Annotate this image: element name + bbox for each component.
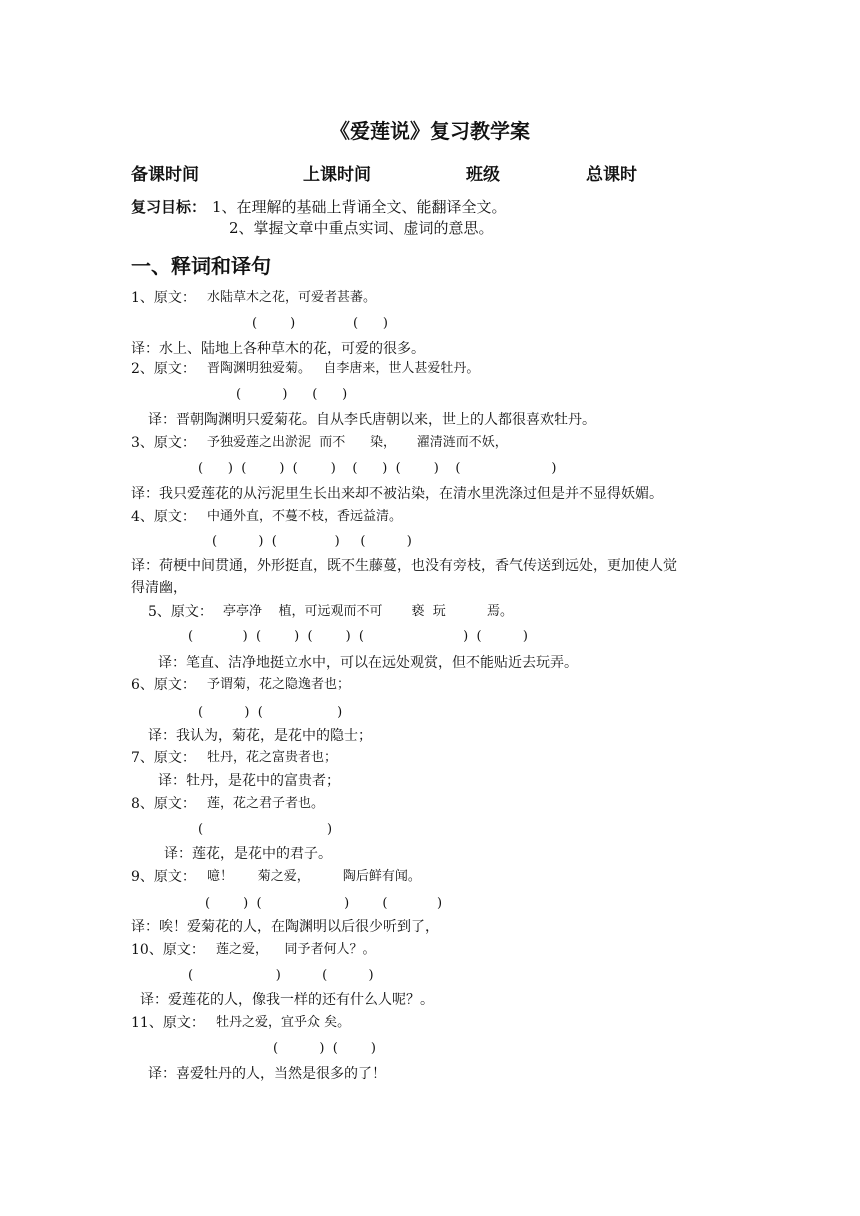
answer-blanks: ( ) ( ) ( ) [212, 534, 412, 549]
translation: 译：爱莲花的人，像我一样的还有什么人呢？。 [140, 992, 434, 1008]
section-title: 一、释词和译句 [131, 254, 271, 278]
answer-blanks: ( ) ( ) [236, 387, 348, 402]
item-label: 9、原文： [131, 869, 196, 885]
page-title: 《爱莲说》复习教学案 [330, 119, 530, 143]
answer-blanks: ( ) ( ) [198, 705, 343, 720]
original-text: 噫！ 菊之爱， 陶后鲜有闻。 [207, 869, 421, 884]
translation: 译：晋朝陶渊明只爱菊花。自从李氏唐朝以来，世上的人都很喜欢牡丹。 [148, 412, 596, 428]
original-text: 予独爱莲之出淤泥 而不 染， 濯清涟而不妖， [207, 435, 508, 450]
item-label: 1、原文： [131, 290, 196, 306]
original-text: 牡丹之爱，宜乎众 矣。 [216, 1015, 351, 1030]
class-time-label: 上课时间 [303, 165, 371, 185]
translation: 译：唉！爱菊花的人，在陶渊明以后很少听到了， [131, 919, 439, 935]
translation: 译：喜爱牡丹的人，当然是很多的了！ [148, 1066, 386, 1082]
original-text: 莲之爱， 同予者何人？。 [216, 942, 376, 957]
translation: 译：水上、陆地上各种草木的花，可爱的很多。 [131, 341, 425, 357]
translation: 译：莲花，是花中的君子。 [164, 846, 332, 862]
item-label: 4、原文： [131, 509, 196, 525]
answer-blanks: ( ) ( ) [252, 316, 388, 331]
item-label: 2、原文： [131, 361, 196, 377]
answer-blanks: ( ) [198, 822, 333, 837]
answer-blanks: ( ) ( ) [188, 968, 374, 983]
item-label: 3、原文： [131, 435, 196, 451]
original-text: 牡丹，花之富贵者也； [207, 750, 338, 765]
original-text: 水陆草木之花，可爱者甚蕃。 [207, 290, 377, 305]
original-text: 予谓菊，花之隐逸者也； [207, 677, 351, 692]
answer-blanks: ( ) ( ) [273, 1041, 376, 1056]
item-label: 10、原文： [131, 942, 205, 958]
prep-time-label: 备课时间 [131, 165, 199, 185]
goals-label: 复习目标： [131, 198, 207, 216]
item-label: 6、原文： [131, 677, 196, 693]
total-hours-label: 总课时 [586, 165, 637, 185]
translation: 译：笔直、洁净地挺立水中，可以在远处观赏，但不能贴近去玩弄。 [158, 655, 578, 671]
item-label: 5、原文： [148, 604, 213, 620]
original-text: 亭亭净 植，可远观而不可 亵 玩 焉。 [223, 604, 514, 619]
original-text: 晋陶渊明独爱菊。 自李唐来，世人甚爱牡丹。 [207, 361, 480, 376]
translation: 译：我只爱莲花的从污泥里生长出来却不被沾染，在清水里洗涤过但是并不显得妖媚。 [131, 486, 663, 502]
translation-continued: 得清幽， [131, 580, 187, 596]
answer-blanks: ( ) ( ) ( ) [205, 896, 443, 911]
item-label: 11、原文： [131, 1015, 205, 1031]
answer-blanks: ( ) ( ) ( ) ( ) ( ) ( ) [198, 461, 557, 476]
translation: 译：牡丹，是花中的富贵者； [158, 773, 340, 789]
translation: 译：我认为，菊花，是花中的隐士； [148, 728, 372, 744]
class-label: 班级 [466, 165, 500, 185]
original-text: 莲，花之君子者也。 [207, 796, 325, 811]
goal-1: 1、在理解的基础上背诵全文、能翻译全文。 [212, 198, 507, 216]
item-label: 8、原文： [131, 796, 196, 812]
answer-blanks: ( ) ( ) ( ) ( ) ( ) [188, 629, 528, 644]
original-text: 中通外直，不蔓不枝，香远益清。 [207, 509, 403, 524]
translation: 译：荷梗中间贯通，外形挺直，既不生藤蔓，也没有旁枝，香气传送到远处，更加使人觉 [131, 558, 677, 574]
item-label: 7、原文： [131, 750, 196, 766]
goal-2: 2、掌握文章中重点实词、虚词的意思。 [229, 219, 494, 237]
